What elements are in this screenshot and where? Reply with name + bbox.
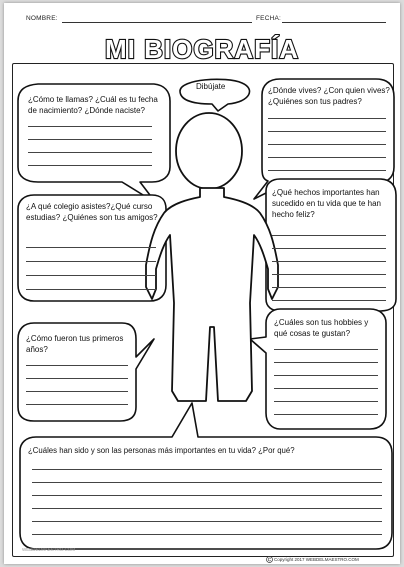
write-line[interactable]: [268, 144, 386, 145]
write-line[interactable]: [26, 261, 156, 262]
write-line[interactable]: [274, 414, 378, 415]
write-line[interactable]: [32, 482, 382, 483]
title-text: MI BIOGRAFÍA: [105, 34, 299, 64]
write-line[interactable]: [32, 534, 382, 535]
write-line[interactable]: [268, 118, 386, 119]
dibujate-label: Dibújate: [196, 82, 226, 91]
write-line[interactable]: [268, 157, 386, 158]
write-line[interactable]: [272, 287, 386, 288]
write-line[interactable]: [274, 388, 378, 389]
fecha-label: FECHA:: [256, 15, 282, 22]
question-hechos: ¿Qué hechos importantes han sucedido en tu vida que te han hecho feliz?: [272, 188, 381, 219]
question-primeros: ¿Cómo fueron tus primeros años?: [26, 334, 124, 354]
write-line[interactable]: [32, 495, 382, 496]
write-line[interactable]: [26, 289, 156, 290]
nombre-label: NOMBRE:: [26, 15, 58, 22]
write-line[interactable]: [272, 261, 386, 262]
write-line[interactable]: [268, 170, 386, 171]
question-personas: ¿Cuáles han sido y son las personas más importantes en tu vida? ¿Por qué?: [28, 446, 295, 455]
write-line[interactable]: [28, 139, 152, 140]
write-line[interactable]: [26, 275, 156, 276]
write-line[interactable]: [28, 152, 152, 153]
write-line[interactable]: [32, 469, 382, 470]
write-line[interactable]: [28, 165, 152, 166]
write-line[interactable]: [274, 349, 378, 350]
write-line[interactable]: [28, 126, 152, 127]
write-line[interactable]: [26, 365, 128, 366]
question-nombre: ¿Cómo te llamas? ¿Cuál es tu fecha de nacimiento? ¿Dónde naciste?: [28, 95, 158, 115]
write-line[interactable]: [272, 274, 386, 275]
write-line[interactable]: [268, 131, 386, 132]
torso-and-limbs: [146, 188, 278, 401]
write-line[interactable]: [274, 375, 378, 376]
question-colegio: ¿A qué colegio asistes?¿Qué curso estudias? ¿Quiénes son tus amigos?: [26, 202, 158, 222]
write-line[interactable]: [272, 248, 386, 249]
write-line[interactable]: [26, 391, 128, 392]
copyright-icon: [266, 556, 273, 563]
copyright-text: Copyright 2017 WEBDELMAESTRO.COM: [274, 557, 359, 562]
write-line[interactable]: [26, 404, 128, 405]
question-vives: ¿Dónde vives? ¿Con quien vives? ¿Quiénes son tus padres?: [268, 86, 390, 106]
write-line[interactable]: [32, 521, 382, 522]
question-hobbies: ¿Cuáles son tus hobbies y qué cosas te gustan?: [274, 318, 369, 338]
watermark-text: WEBDELMAESTRO.COM: [22, 547, 76, 552]
write-line[interactable]: [272, 300, 386, 301]
write-line[interactable]: [32, 508, 382, 509]
write-line[interactable]: [272, 235, 386, 236]
head: [176, 113, 242, 189]
write-line[interactable]: [274, 362, 378, 363]
write-line[interactable]: [26, 378, 128, 379]
write-line[interactable]: [26, 247, 156, 248]
write-line[interactable]: [274, 401, 378, 402]
worksheet-page: [4, 3, 400, 564]
